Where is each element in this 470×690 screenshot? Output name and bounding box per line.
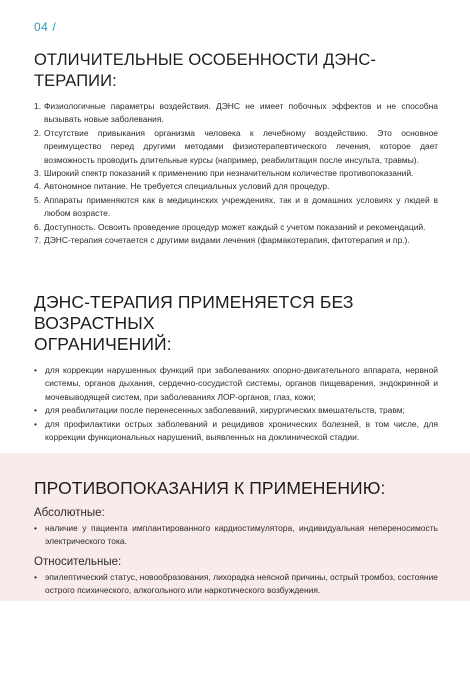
age-list bbox=[34, 364, 438, 444]
item-number: 4. bbox=[34, 181, 42, 192]
item-text: для коррекции нарушенных функций при заболеваниях опорно-двигательного аппарата, нервной системы, органов дыхания, сердечно-сосудистой системы, органов пищеварения, эндокринной и мочевыводящей систем, при заболеваниях ЛОР-органов, глаз, кожи; bbox=[45, 365, 438, 402]
item-number: 3. bbox=[34, 168, 42, 179]
contraindications-section bbox=[34, 478, 438, 598]
list-item bbox=[34, 234, 438, 247]
age-title-line2: ОГРАНИЧЕНИЙ: bbox=[34, 334, 172, 354]
page-number bbox=[34, 20, 56, 34]
list-item bbox=[34, 404, 438, 417]
age-title bbox=[34, 292, 438, 355]
item-text: ДЭНС-терапия сочетается с другими видами лечения (фармакотерапия, фитотерапия и пр.). bbox=[44, 235, 410, 246]
bullet-marker: • bbox=[34, 523, 37, 533]
item-number: 6. bbox=[34, 221, 42, 232]
list-item bbox=[34, 194, 438, 221]
relative-list bbox=[34, 571, 438, 598]
list-item bbox=[34, 571, 438, 598]
list-item bbox=[34, 418, 438, 445]
absolute-label: Абсолютные: bbox=[34, 507, 105, 519]
item-text: для реабилитации после перенесенных заболеваний, хирургических вмешательств, травм; bbox=[45, 405, 405, 416]
age-section bbox=[34, 292, 438, 444]
item-number: 2. bbox=[34, 127, 42, 138]
bullet-marker: • bbox=[34, 418, 37, 429]
item-text: Автономное питание. Не требуется специальных условий для процедур. bbox=[44, 181, 330, 192]
bullet-marker: • bbox=[34, 365, 37, 375]
item-number: 5. bbox=[34, 194, 42, 205]
item-text: для профилактики острых заболеваний и рецидивов хронических болезней, в том числе, для коррекции функциональных нарушений, выявленных на доклинической стадии. bbox=[45, 418, 438, 443]
list-item bbox=[34, 167, 438, 180]
item-text: Доступность. Освоить проведение процедур может каждый с учетом показаний и рекомендаций. bbox=[44, 221, 426, 232]
item-text: Широкий спектр показаний к применению при незначительном количестве противопоказаний. bbox=[44, 168, 414, 179]
age-title-line1: ДЭНС-ТЕРАПИЯ ПРИМЕНЯЕТСЯ БЕЗ ВОЗРАСТНЫХ bbox=[34, 292, 354, 333]
features-section bbox=[34, 50, 438, 247]
contra-title: ПРОТИВОПОКАЗАНИЯ К ПРИМЕНЕНИЮ: bbox=[34, 478, 386, 498]
list-item bbox=[34, 522, 438, 549]
list-item bbox=[34, 180, 438, 193]
item-text: Физиологичные параметры воздействия. ДЭНС не имеет побочных эффектов и не способна вызывать новые заболевания. bbox=[44, 101, 438, 125]
list-item bbox=[34, 221, 438, 234]
list-item bbox=[34, 364, 438, 404]
page-number-value: 04 bbox=[34, 20, 49, 34]
page-number-separator: / bbox=[52, 20, 57, 34]
bullet-marker: • bbox=[34, 405, 37, 416]
item-number: 1. bbox=[34, 101, 42, 111]
relative-label: Относительные: bbox=[34, 555, 122, 568]
list-item bbox=[34, 127, 438, 167]
item-text: Аппараты применяются как в медицинских учреждениях, так и в домашних условиях у людей в любом возрасте. bbox=[44, 194, 438, 219]
item-number: 7. bbox=[34, 235, 42, 246]
item-text: эпилептический статус, новообразования, лихорадка неясной причины, острый тромбоз, состояние острого психического, алкогольного или наркотического возбуждения. bbox=[45, 571, 438, 596]
item-text: наличие у пациента имплантированного кардиостимулятора, индивидуальная непереносимость электрического тока. bbox=[45, 523, 438, 547]
list-item bbox=[34, 100, 438, 127]
bullet-marker: • bbox=[34, 571, 37, 582]
absolute-list bbox=[34, 522, 438, 549]
features-list bbox=[34, 100, 438, 247]
item-text: Отсутствие привыкания организма человека к лечебному воздействию. Это основное преимущество перед другими методами физиотерапевтического лечения, которое дает возможность проводить длительные курсы (например, реабилитация после инсульта, травмы). bbox=[44, 127, 438, 165]
features-title: ОТЛИЧИТЕЛЬНЫЕ ОСОБЕННОСТИ ДЭНС-ТЕРАПИИ: bbox=[34, 51, 377, 90]
